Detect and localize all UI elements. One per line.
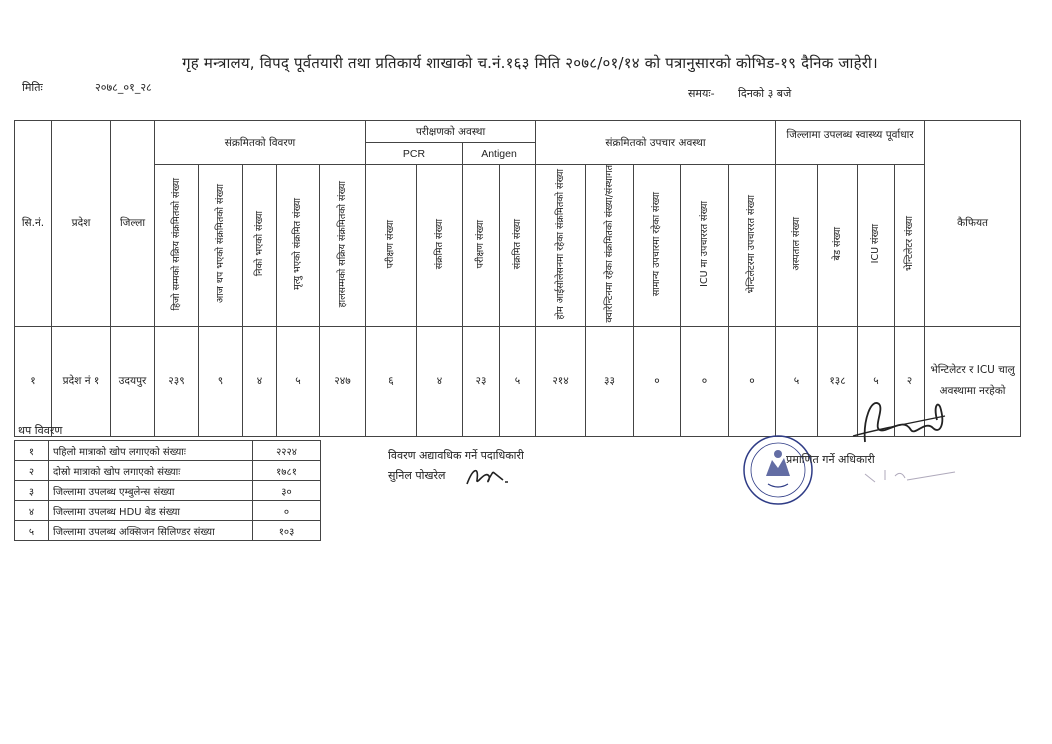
page-title: गृह मन्त्रालय, विपद् पूर्वतयारी तथा प्रतिकार्य शाखाको च.नं.१६३ मिति २०७८/०१/१४ को पत्रानुसारको कोभिड-१९ दैनिक जाहेरी। [182,54,878,72]
header-health-group: जिल्लामा उपलब्ध स्वास्थ्य पूर्वाधार [776,121,925,165]
extra-row-number: २ [15,461,49,481]
header-infected-col: आज थप भएको संक्रमितको संख्या [199,165,243,327]
certifier-signature [845,390,975,500]
extra-row-label: जिल्लामा उपलब्ध अक्सिजन सिलिण्डर संख्या [49,521,253,541]
cell-district: उदयपुर [111,326,155,436]
header-remarks: कैफियत [925,121,1021,327]
date-value: २०७८_०१_२८ [95,81,152,94]
extra-row-value: २२२४ [253,441,321,461]
header-test-col: संक्रमित संख्या [500,165,536,327]
header-treatment-group: संक्रमितको उपचार अवस्था [536,121,776,165]
extra-row-value: १७८१ [253,461,321,481]
cell-test: ५ [500,326,536,436]
updater-name: सुनिल पोखरेल [388,469,446,482]
extra-details-label: थप विवरण [18,424,63,437]
header-infected-col: निको भएको संख्या [243,165,277,327]
cell-test: ४ [417,326,463,436]
cell-health: ५ [858,326,895,436]
extra-row-label: जिल्लामा उपलब्ध एम्बुलेन्स संख्या [49,481,253,501]
header-health-col: भेन्टिलेटर संख्या [895,165,925,327]
header-test-col: संक्रमित संख्या [417,165,463,327]
cell-infected: २३९ [155,326,199,436]
cell-infected: ५ [277,326,320,436]
cell-treatment: ३३ [586,326,634,436]
table-row [15,461,321,481]
extra-row-value: १०३ [253,521,321,541]
header-treatment-col: भेन्टिलेटरमा उपचाररत संख्या [729,165,776,327]
cell-treatment: २१४ [536,326,586,436]
header-infected-col: हिजो सम्मको सक्रिय संक्रमितको संख्या [155,165,199,327]
cell-treatment: ० [681,326,729,436]
table-row [15,481,321,501]
time-value: दिनको ३ बजे [738,87,792,100]
updater-role: विवरण अद्यावधिक गर्ने पदाधिकारी [388,449,524,462]
header-infected-col: हालसम्मको सक्रिय संक्रमितको संख्या [320,165,366,327]
header-sn: सि.नं. [15,121,52,327]
header-treatment-col: सामान्य उपचारमा रहेका संख्या [634,165,681,327]
cell-infected: ९ [199,326,243,436]
cell-health: २ [895,326,925,436]
cell-province: प्रदेश नं १ [52,326,111,436]
extra-row-number: ५ [15,521,49,541]
extra-row-number: ४ [15,501,49,521]
header-health-col: बेड संख्या [818,165,858,327]
header-treatment-col: क्वारेन्टिनमा रहेका संक्रमितको संख्या/संस्थागत [586,165,634,327]
time-label: समयः- [688,87,715,100]
cell-health: १३८ [818,326,858,436]
extra-details-table [14,440,321,541]
certifier-role: प्रमाणित गर्ने अधिकारी [786,453,875,466]
header-district: जिल्ला [111,121,155,327]
extra-row-label: दोस्रो मात्राको खोप लगाएको संख्याः [49,461,253,481]
table-row [15,501,321,521]
header-health-col: अस्पताल संख्या [776,165,818,327]
cell-infected: ४ [243,326,277,436]
date-label: मितिः [22,81,43,94]
header-test-group: परीक्षणको अवस्था [366,121,536,143]
cell-remarks: भेन्टिलेटर र ICU चालु अवस्थामा नरहेको [925,326,1021,436]
cell-test: २३ [463,326,500,436]
cell-treatment: ० [634,326,681,436]
updater-signature [463,462,513,492]
header-pcr: PCR [366,143,463,165]
header-infected-col: मृत्यु भएको संक्रमित संख्या [277,165,320,327]
table-row [15,441,321,461]
extra-row-value: ० [253,501,321,521]
header-infected-group: संक्रमितको विवरण [155,121,366,165]
extra-row-label: पहिलो मात्राको खोप लगाएको संख्याः [49,441,253,461]
header-treatment-col: होम आईसोलेसनमा रहेका संक्रमितको संख्या [536,165,586,327]
extra-row-label: जिल्लामा उपलब्ध HDU बेड संख्या [49,501,253,521]
extra-row-number: ३ [15,481,49,501]
cell-sn: १ [15,326,52,436]
extra-row-number: १ [15,441,49,461]
cell-test: ६ [366,326,417,436]
table-row [15,521,321,541]
header-test-col: परीक्षण संख्या [463,165,500,327]
header-antigen: Antigen [463,143,536,165]
header-health-col: ICU संख्या [858,165,895,327]
cell-treatment: ० [729,326,776,436]
header-test-col: परीक्षण संख्या [366,165,417,327]
cell-health: ५ [776,326,818,436]
header-treatment-col: ICU मा उपचाररत संख्या [681,165,729,327]
extra-row-value: ३० [253,481,321,501]
header-province: प्रदेश [52,121,111,327]
cell-infected: २४७ [320,326,366,436]
office-seal [738,430,818,510]
